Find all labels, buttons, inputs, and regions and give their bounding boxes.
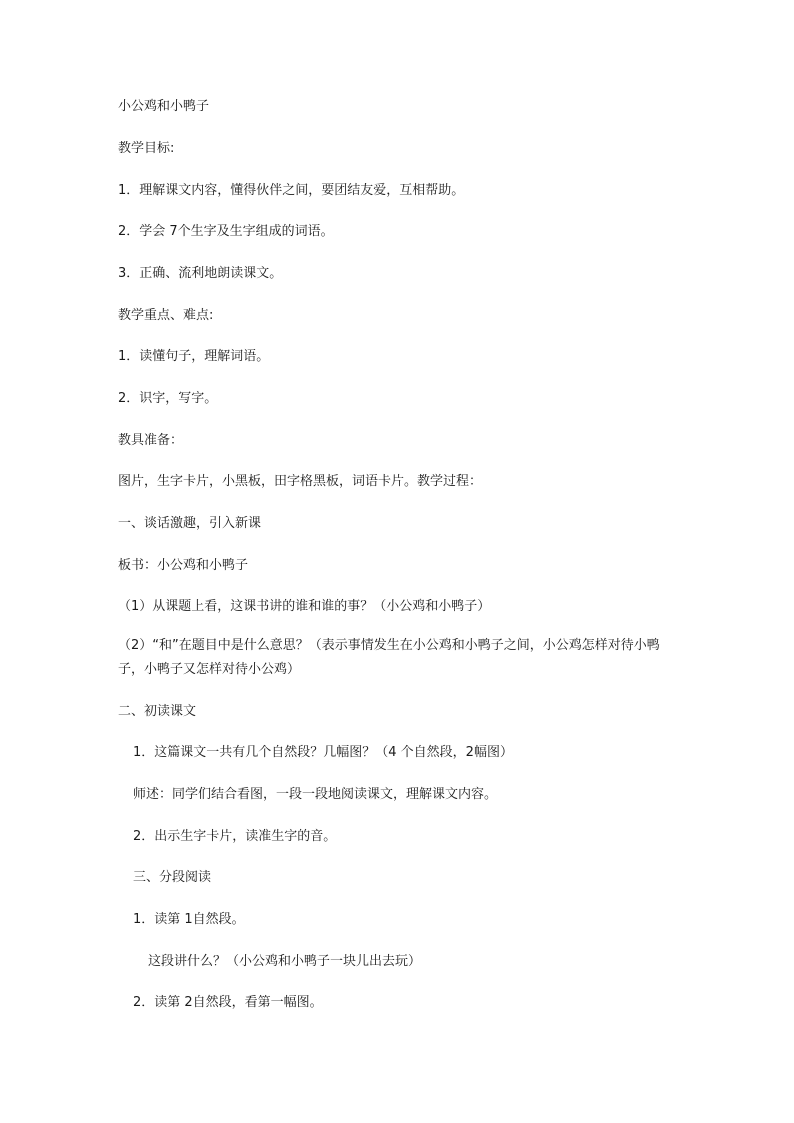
section-heading-materials: 教具准备： [118, 433, 184, 448]
paragraph-line: 2．学会 7个生字及生字组成的词语。 [118, 224, 334, 239]
section-heading-segment-reading: 三、分段阅读 [133, 870, 212, 885]
paragraph-line: 2．读第 2自然段，看第一幅图。 [133, 995, 323, 1010]
paragraph-line: 师述：同学们结合看图，一段一段地阅读课文，理解课文内容。 [133, 787, 498, 802]
paragraph-line: 1．读第 1自然段。 [133, 912, 245, 927]
section-heading-first-reading: 二、初读课文 [118, 704, 197, 719]
paragraph-line: 板书：小公鸡和小鸭子 [118, 558, 249, 573]
document-title: 小公鸡和小鸭子 [118, 99, 210, 114]
paragraph-line: 1．读懂句子，理解词语。 [118, 349, 270, 364]
section-heading-key-points: 教学重点、难点: [118, 308, 214, 323]
paragraph-line: （1）从课题上看，这课书讲的谁和谁的事？（小公鸡和小鸭子） [118, 599, 491, 614]
section-heading-intro: 一、谈话激趣，引入新课 [118, 516, 262, 531]
paragraph-line: 2．出示生字卡片，读准生字的音。 [133, 829, 337, 844]
paragraph-line: 1．理解课文内容，懂得伙伴之间，要团结友爱，互相帮助。 [118, 183, 465, 198]
paragraph-line: 这段讲什么？（小公鸡和小鸭子一块儿出去玩） [148, 954, 422, 969]
paragraph-line: 3．正确、流利地朗读课文。 [118, 266, 283, 281]
paragraph-line: 图片，生字卡片，小黑板，田字格黑板，词语卡片。教学过程： [118, 474, 483, 489]
paragraph-line: 1．这篇课文一共有几个自然段？几幅图？（4 个自然段，2幅图） [133, 745, 513, 760]
section-heading-objectives: 教学目标: [118, 141, 175, 156]
paragraph-line: （2）“和”在题目中是什么意思？（表示事情发生在小公鸡和小鸭子之间，小公鸡怎样对待小鸭子，小鸭子又怎样对待小公鸡） [118, 638, 660, 677]
paragraph-line: 2．识字，写字。 [118, 391, 218, 406]
